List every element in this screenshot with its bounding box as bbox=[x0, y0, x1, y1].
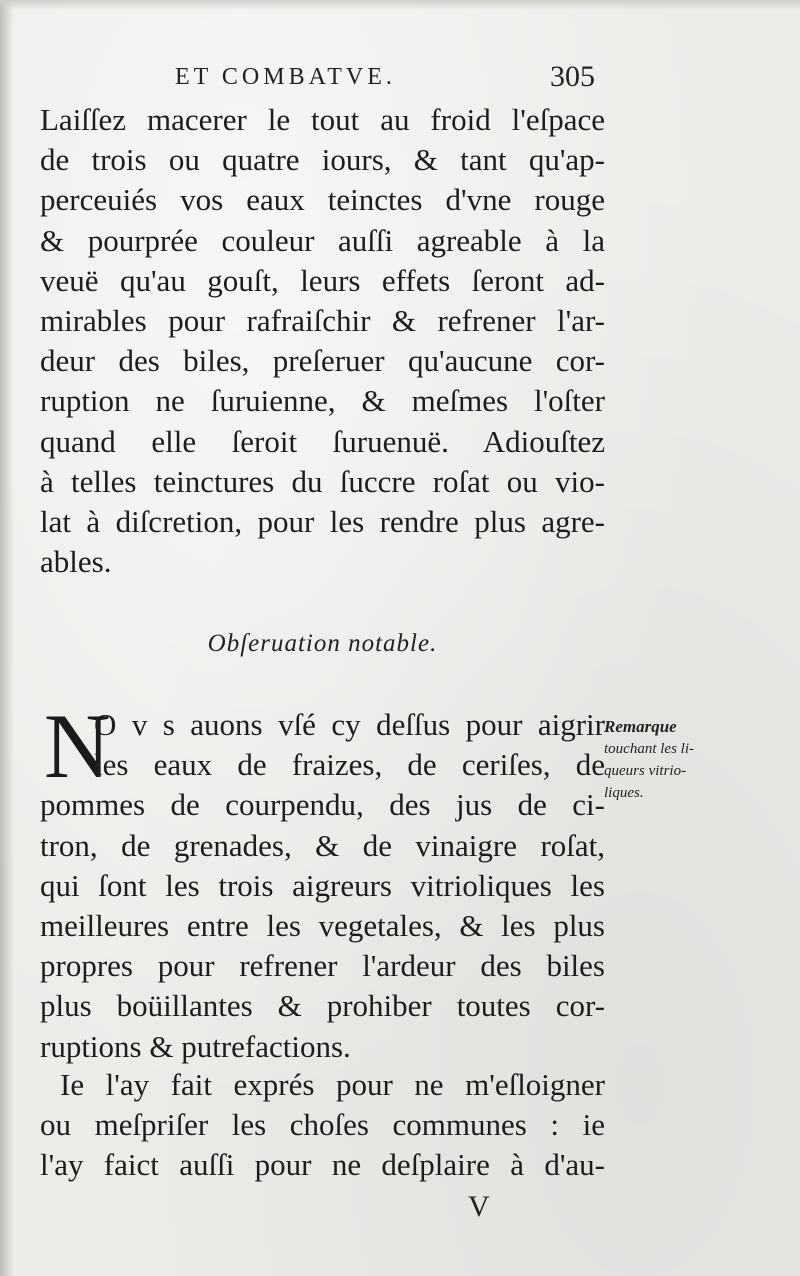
text-line: mirables pour rafraiſchir & refrener l'ar- bbox=[40, 302, 605, 338]
text-line: deur des biles, preſeruer qu'aucune cor- bbox=[40, 343, 605, 379]
text-line: ou meſpriſer les choſes communes : ie bbox=[40, 1107, 605, 1143]
text-line: veuë qu'au gouſt, leurs effets ſeront ad- bbox=[40, 262, 605, 298]
text-line: quand elle ſeroit ſuruenuë. Adiouſtez bbox=[40, 423, 605, 459]
text-line: perceuiés vos eaux teinctes d'vne rouge bbox=[40, 182, 605, 218]
text-line: qui ſont les trois aigreurs vitrioliques les bbox=[40, 867, 605, 903]
paragraph-1 bbox=[40, 100, 605, 582]
text-line: ruption ne ſuruienne, & meſmes l'oſter bbox=[40, 383, 605, 419]
text-line: & pourprée couleur auſſi agreable à la bbox=[40, 222, 605, 258]
paragraph-2 bbox=[40, 695, 605, 1067]
margin-note-line: queurs vitrio- bbox=[604, 763, 687, 779]
text-line: propres pour refrener l'ardeur des biles bbox=[40, 948, 605, 984]
drop-cap: N bbox=[44, 695, 111, 797]
text-line: à telles teinctures du ſuccre roſat ou vio- bbox=[40, 463, 605, 499]
text-line: plus boüillantes & prohiber toutes cor- bbox=[40, 988, 605, 1024]
section-heading: Obſeruation notable. bbox=[207, 630, 438, 657]
signature-mark: V bbox=[468, 1190, 490, 1223]
margin-note-line: Remarque bbox=[604, 717, 677, 736]
text-line: ables. bbox=[40, 544, 112, 580]
page-edge-shadow bbox=[0, 0, 14, 1276]
margin-note-line: liques. bbox=[604, 785, 644, 801]
text-line: tron, de grenades, & de vinaigre roſat, bbox=[40, 827, 605, 863]
paragraph-3 bbox=[40, 1065, 605, 1186]
text-line: lat à diſcretion, pour les rendre plus agre- bbox=[40, 503, 605, 539]
margin-note-line: touchant les li- bbox=[604, 741, 694, 757]
page-header bbox=[175, 60, 595, 100]
text-line: l'ay faict auſſi pour ne deſplaire à d'au- bbox=[40, 1147, 605, 1183]
text-line: ruptions & putrefactions. bbox=[40, 1028, 351, 1064]
running-head: ET COMBATVE. bbox=[175, 64, 396, 90]
text-line: meilleures entre les vegetales, & les plus bbox=[40, 907, 605, 943]
page-number: 305 bbox=[550, 60, 595, 93]
text-line: Ie l'ay fait exprés pour ne m'eſloigner bbox=[60, 1067, 605, 1102]
page-top-shadow bbox=[0, 0, 800, 10]
text-line: les eaux de fraizes, de ceriſes, de bbox=[94, 747, 605, 783]
text-line: de trois ou quatre iours, & tant qu'ap- bbox=[40, 142, 605, 178]
text-line: pommes de courpendu, des jus de ci- bbox=[40, 787, 605, 823]
text-line: Laiſſez macerer le tout au froid l'eſpace bbox=[40, 102, 605, 137]
margin-note bbox=[604, 716, 764, 804]
text-line: O v s auons vſé cy deſſus pour aigrir bbox=[94, 707, 605, 742]
